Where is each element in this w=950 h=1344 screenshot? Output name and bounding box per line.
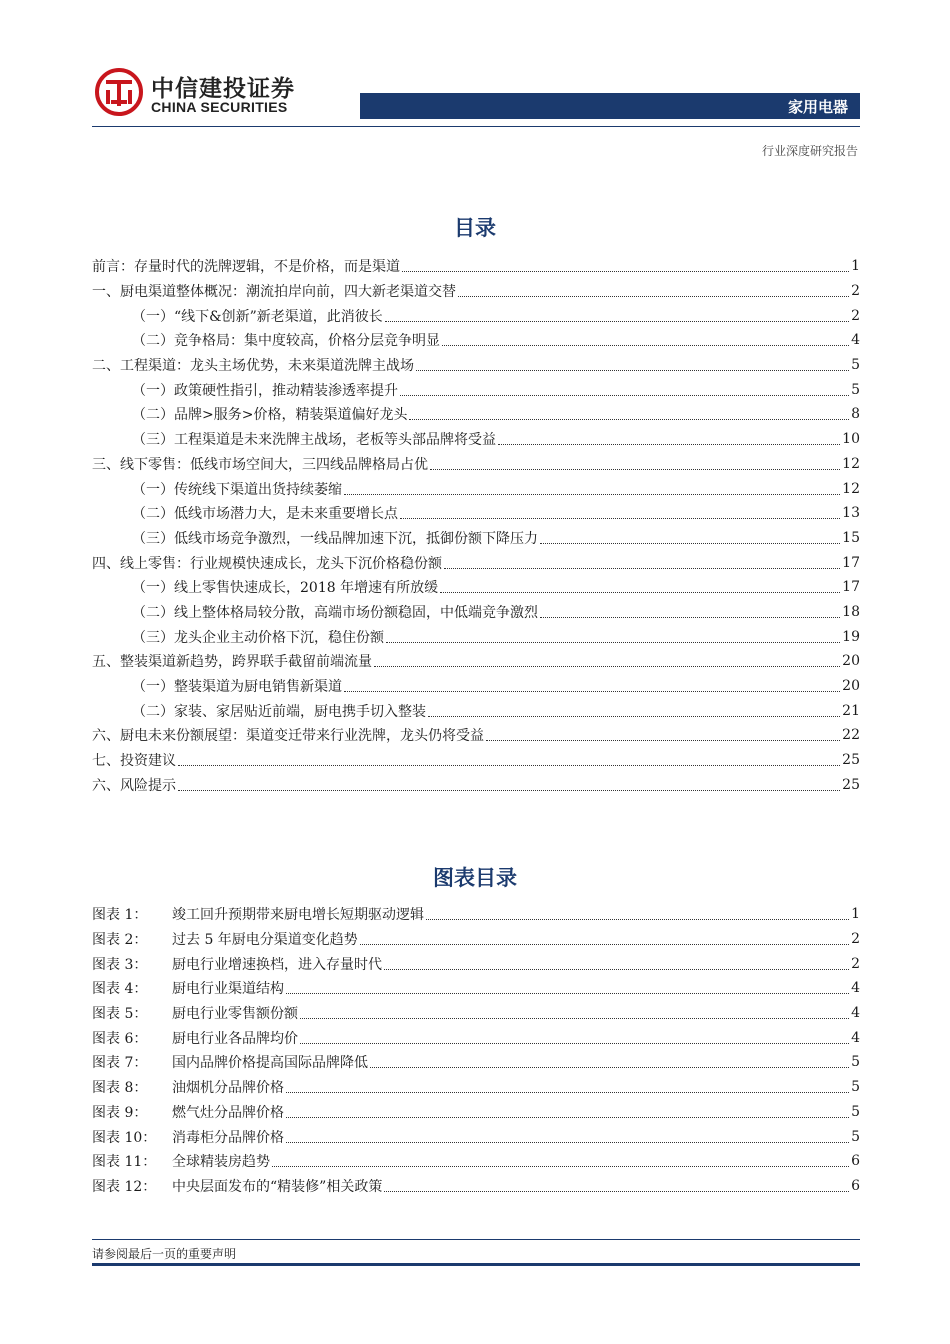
entry-label: （一）线上零售快速成长，2018 年增速有所放缓 (132, 580, 439, 597)
dot-leader (416, 369, 849, 371)
dot-leader (444, 567, 840, 569)
dot-leader (286, 1116, 849, 1118)
figure-entry[interactable] (92, 951, 860, 976)
toc-entry[interactable] (92, 526, 860, 551)
dot-leader (360, 943, 849, 945)
figure-entry[interactable] (92, 976, 860, 1001)
logo-text-en: CHINA SECURITIES (151, 99, 288, 115)
figure-number: 图表 12： (92, 1178, 157, 1195)
page-number: 1 (851, 258, 860, 275)
entry-label: 三、线下零售：低线市场空间大，三四线品牌格局占优 (92, 456, 428, 473)
page-number: 17 (842, 554, 860, 571)
page-number: 4 (851, 1029, 860, 1046)
page-number: 5 (851, 1079, 860, 1096)
figure-caption: 油烟机分品牌价格 (172, 1080, 284, 1097)
page-number: 6 (851, 1153, 860, 1170)
entry-label (92, 1028, 298, 1048)
page-number: 2 (851, 955, 860, 972)
toc-entry[interactable] (92, 575, 860, 600)
toc-entry[interactable] (92, 303, 860, 328)
toc-entry[interactable] (92, 550, 860, 575)
entry-label (92, 1052, 368, 1072)
entry-label: （二）竞争格局：集中度较高，价格分层竞争明显 (132, 333, 440, 350)
page-number: 12 (842, 455, 860, 472)
page-number: 2 (851, 307, 860, 324)
dot-leader (409, 418, 849, 420)
toc-entry[interactable] (92, 353, 860, 378)
footer-divider (92, 1239, 860, 1240)
figure-caption: 厨电行业各品牌均价 (172, 1030, 298, 1047)
page-number: 5 (851, 381, 860, 398)
figure-number: 图表 11： (92, 1154, 157, 1171)
toc-entry[interactable] (92, 674, 860, 699)
entry-label (92, 1127, 284, 1147)
page-number: 5 (851, 1103, 860, 1120)
toc-entry[interactable] (92, 402, 860, 427)
dot-leader (286, 1091, 849, 1093)
entry-label: （二）线上整体格局较分散，高端市场份额稳固，中低端竞争激烈 (132, 604, 538, 621)
entry-label (92, 1102, 284, 1122)
dot-leader (402, 270, 849, 272)
footer-disclaimer: 请参阅最后一页的重要声明 (92, 1247, 237, 1261)
dot-leader (498, 443, 840, 445)
dot-leader (442, 344, 849, 346)
page-number: 20 (842, 653, 860, 670)
dot-leader (430, 468, 840, 470)
entry-label: （三）工程渠道是未来洗牌主战场，老板等头部品牌将受益 (132, 432, 496, 449)
page-number: 5 (851, 1128, 860, 1145)
page-number: 8 (851, 406, 860, 423)
dot-leader (385, 320, 849, 322)
entry-label: （三）龙头企业主动价格下沉，稳住份额 (132, 629, 384, 646)
page-number: 4 (851, 1005, 860, 1022)
dot-leader (428, 715, 840, 717)
figure-number: 图表 8： (92, 1080, 148, 1097)
figure-number: 图表 5： (92, 1006, 148, 1023)
figure-caption: 全球精装房趋势 (172, 1154, 270, 1171)
figure-number: 图表 9： (92, 1104, 148, 1121)
dot-leader (540, 542, 840, 544)
figure-number: 图表 10： (92, 1129, 157, 1146)
entry-label: （一）政策硬性指引，推动精装渗透率提升 (132, 382, 398, 399)
dot-leader (286, 992, 849, 994)
page-number: 15 (842, 529, 860, 546)
page-number: 12 (842, 480, 860, 497)
entry-label: 一、厨电渠道整体概况：潮流拍岸向前，四大新老渠道交替 (92, 284, 456, 301)
dot-leader (300, 1042, 849, 1044)
entry-label: 二、工程渠道：龙头主场优势，未来渠道洗牌主战场 (92, 358, 414, 375)
figure-number: 图表 3： (92, 956, 148, 973)
figures-title: 图表目录 (433, 866, 517, 890)
dot-leader (300, 1017, 849, 1019)
entry-label: 四、线上零售：行业规模快速成长，龙头下沉价格稳份额 (92, 555, 442, 572)
figure-entry[interactable] (92, 1149, 860, 1174)
dot-leader (440, 591, 840, 593)
dot-leader (344, 690, 840, 692)
dot-leader (384, 1190, 849, 1192)
dot-leader (344, 493, 840, 495)
entry-label: （一）整装渠道为厨电销售新渠道 (132, 679, 342, 696)
entry-label (92, 1077, 284, 1097)
dot-leader (426, 918, 849, 920)
figure-entry[interactable] (92, 1050, 860, 1075)
dot-leader (486, 739, 840, 741)
dot-leader (400, 517, 840, 519)
entry-label (92, 1151, 270, 1171)
logo-text-cn: 中信建投证券 (151, 76, 295, 102)
category-label: 家用电器 (787, 98, 848, 116)
figure-number: 图表 7： (92, 1055, 148, 1072)
dot-leader (458, 295, 849, 297)
entry-label (92, 904, 424, 924)
figure-caption: 厨电行业增速换档，进入存量时代 (172, 956, 382, 973)
toc-entry[interactable] (92, 377, 860, 402)
toc-entry[interactable] (92, 600, 860, 625)
toc-entry[interactable] (92, 698, 860, 723)
page-number: 13 (842, 505, 860, 522)
toc-entry[interactable] (92, 279, 860, 304)
page-number: 4 (851, 332, 860, 349)
entry-label: 前言：存量时代的洗牌逻辑，不是价格，而是渠道 (92, 259, 400, 276)
toc-entry[interactable] (92, 328, 860, 353)
entry-label: （一）“线下&创新”新老渠道，此消彼长 (132, 308, 383, 325)
toc-entry[interactable] (92, 723, 860, 748)
toc-entry[interactable] (92, 501, 860, 526)
entry-label: （二）低线市场潜力大，是未来重要增长点 (132, 506, 398, 523)
page-number: 22 (842, 727, 860, 744)
toc-entry[interactable] (92, 427, 860, 452)
toc-title: 目录 (454, 216, 496, 240)
report-type: 行业深度研究报告 (761, 144, 858, 158)
page-number: 2 (851, 283, 860, 300)
figure-number: 图表 6： (92, 1030, 148, 1047)
page-number: 10 (842, 431, 860, 448)
page-number: 25 (842, 776, 860, 793)
dot-leader (384, 968, 849, 970)
entry-label: （二）家装、家居贴近前端，厨电携手切入整装 (132, 703, 426, 720)
toc-entry[interactable] (92, 649, 860, 674)
page-number: 25 (842, 752, 860, 769)
toc-entry[interactable] (92, 452, 860, 477)
dot-leader (286, 1141, 849, 1143)
dot-leader (400, 394, 849, 396)
page-number: 6 (851, 1177, 860, 1194)
entry-label: （三）低线市场竞争激烈，一线品牌加速下沉，抵御份额下降压力 (132, 530, 538, 547)
figure-caption: 过去 5 年厨电分渠道变化趋势 (172, 932, 358, 949)
dot-leader (386, 641, 840, 643)
figure-number: 图表 4： (92, 981, 148, 998)
figure-entry[interactable] (92, 1124, 860, 1149)
entry-label: 七、投资建议 (92, 753, 176, 770)
page-number: 19 (842, 628, 860, 645)
dot-leader (370, 1066, 849, 1068)
page-number: 2 (851, 931, 860, 948)
figure-caption: 厨电行业零售额份额 (172, 1006, 298, 1023)
figure-entry[interactable] (92, 1100, 860, 1125)
page-number: 17 (842, 579, 860, 596)
header-divider (92, 126, 860, 127)
footer-bar (92, 1263, 860, 1266)
page-number: 5 (851, 1054, 860, 1071)
figure-entry[interactable] (92, 1025, 860, 1050)
dot-leader (178, 789, 840, 791)
category-banner (360, 93, 860, 119)
dot-leader (374, 665, 840, 667)
toc-entry[interactable] (92, 476, 860, 501)
figure-caption: 国内品牌价格提高国际品牌降低 (172, 1055, 368, 1072)
dot-leader (178, 764, 840, 766)
citic-logo-icon (95, 68, 143, 116)
figure-caption: 中央层面发布的“精装修”相关政策 (172, 1178, 383, 1195)
figure-number: 图表 1： (92, 907, 148, 924)
figure-entry[interactable] (92, 1075, 860, 1100)
toc-entry[interactable] (92, 624, 860, 649)
entry-label (92, 954, 382, 974)
figure-caption: 厨电行业渠道结构 (172, 981, 284, 998)
dot-leader (540, 616, 840, 618)
entry-label: 六、厨电未来份额展望：渠道变迁带来行业洗牌，龙头仍将受益 (92, 728, 484, 745)
figure-entry[interactable] (92, 1174, 860, 1199)
entry-label (92, 1003, 298, 1023)
figure-number: 图表 2： (92, 932, 148, 949)
figure-entry[interactable] (92, 1001, 860, 1026)
toc-list (92, 254, 860, 797)
page-number: 18 (842, 603, 860, 620)
entry-label (92, 1176, 382, 1196)
figures-list (92, 902, 860, 1198)
figure-caption: 消毒柜分品牌价格 (172, 1129, 284, 1146)
entry-label: （一）传统线下渠道出货持续萎缩 (132, 481, 342, 498)
page-number: 5 (851, 357, 860, 374)
figure-entry[interactable] (92, 902, 860, 927)
entry-label (92, 929, 358, 949)
toc-entry[interactable] (92, 254, 860, 279)
entry-label: 六、风险提示 (92, 777, 176, 794)
company-logo (95, 68, 305, 122)
entry-label: （二）品牌>服务>价格，精装渠道偏好龙头 (132, 407, 408, 424)
dot-leader (272, 1165, 849, 1167)
figure-caption: 燃气灶分品牌价格 (172, 1104, 284, 1121)
figure-caption: 竣工回升预期带来厨电增长短期驱动逻辑 (172, 907, 424, 924)
entry-label (92, 978, 284, 998)
toc-entry[interactable] (92, 748, 860, 773)
page-number: 20 (842, 678, 860, 695)
entry-label: 五、整装渠道新趋势，跨界联手截留前端流量 (92, 654, 372, 671)
page-number: 21 (842, 702, 860, 719)
toc-entry[interactable] (92, 772, 860, 797)
figure-entry[interactable] (92, 927, 860, 952)
page-number: 1 (851, 906, 860, 923)
page-number: 4 (851, 980, 860, 997)
